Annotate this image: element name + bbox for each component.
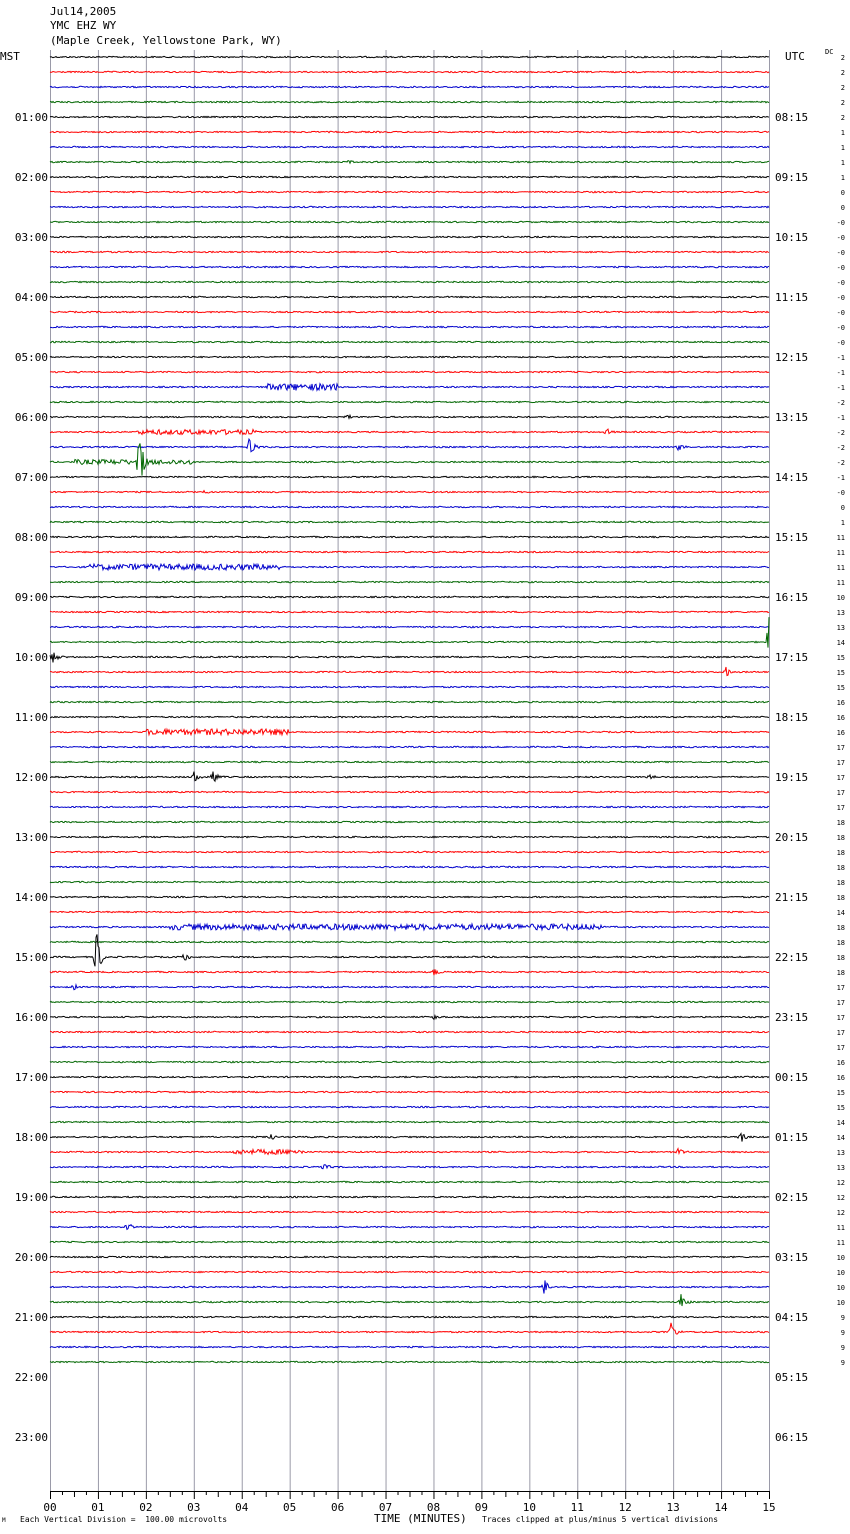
dc-offset-label: -2: [836, 444, 845, 452]
trace-line: [50, 1091, 769, 1092]
left-hour-label: 09:00: [14, 591, 48, 604]
dc-offset-label: 2: [840, 69, 845, 77]
dc-offset-label: 14: [836, 1119, 845, 1127]
trace-line: [50, 866, 769, 867]
right-hour-label: 16:15: [775, 591, 809, 604]
left-hour-label: 12:00: [14, 771, 48, 784]
trace-line: [50, 716, 769, 717]
trace-line: [50, 1181, 769, 1182]
dc-offset-label: 1: [840, 519, 845, 527]
trace-line: [50, 131, 769, 132]
trace-line: [50, 941, 769, 942]
dc-offset-label: 14: [836, 909, 845, 917]
trace-line: [50, 86, 769, 87]
trace-line: [50, 206, 769, 207]
trace-line: [50, 1225, 769, 1230]
dc-offset-label: 18: [836, 924, 845, 932]
trace-line: [50, 101, 769, 102]
trace-line: [50, 1076, 769, 1077]
trace-line: [50, 439, 769, 452]
left-hour-label: 11:00: [14, 711, 48, 724]
dc-offset-label: 15: [836, 1104, 845, 1112]
dc-offset-label: 10: [836, 1269, 845, 1277]
dc-offset-label: 18: [836, 849, 845, 857]
trace-line: [50, 551, 769, 552]
trace-line: [50, 311, 769, 312]
trace-line: [50, 1149, 769, 1155]
x-axis-title: TIME (MINUTES): [374, 1512, 467, 1525]
trace-line: [50, 1211, 769, 1212]
trace-line: [50, 969, 769, 975]
trace-line: [50, 626, 769, 627]
dc-offset-label: 18: [836, 819, 845, 827]
right-hour-label: 01:15: [775, 1131, 809, 1144]
right-hour-label: 18:15: [775, 711, 809, 724]
dc-offset-label: 12: [836, 1179, 845, 1187]
dc-offset-label: 17: [836, 789, 845, 797]
dc-offset-label: 11: [836, 534, 845, 542]
trace-line: [50, 1280, 769, 1293]
x-tick-label: 09: [474, 1501, 489, 1514]
trace-line: [50, 1046, 769, 1047]
x-tick-label: 13: [666, 1501, 680, 1514]
trace-line: [50, 1241, 769, 1242]
trace-line: [50, 429, 769, 434]
left-hour-label: 14:00: [14, 891, 48, 904]
dc-offset-label: 17: [836, 804, 845, 812]
trace-line: [50, 564, 769, 570]
left-hour-label: 20:00: [14, 1251, 48, 1264]
dc-offset-label: 11: [836, 1239, 845, 1247]
dc-offset-label: 0: [840, 204, 845, 212]
trace-line: [50, 1271, 769, 1272]
trace-line: [50, 881, 769, 882]
dc-offset-label: 9: [840, 1314, 845, 1322]
dc-offset-label: -2: [836, 399, 845, 407]
date-label: Jul14,2005: [50, 5, 117, 18]
trace-line: [50, 934, 769, 966]
dc-offset-label: -0: [836, 279, 845, 287]
trace-line: [50, 611, 769, 612]
trace-line: [50, 911, 769, 912]
trace-line: [50, 56, 769, 57]
dc-offset-label: 1: [840, 144, 845, 152]
dc-offset-label: 18: [836, 939, 845, 947]
dc-offset-label: 16: [836, 1074, 845, 1082]
left-hour-label: 05:00: [14, 351, 48, 364]
x-tick-label: 02: [139, 1501, 153, 1514]
trace-line: [50, 729, 769, 735]
trace-line: [50, 401, 769, 402]
dc-offset-label: 16: [836, 699, 845, 707]
trace-line: [50, 1001, 769, 1002]
trace-line: [50, 1134, 769, 1142]
trace-line: [50, 1294, 769, 1306]
trace-line: [50, 476, 769, 477]
dc-offset-label: -1: [836, 384, 845, 392]
left-hour-label: 08:00: [14, 531, 48, 544]
dc-offset-label: 10: [836, 1254, 845, 1262]
dc-offset-label: 1: [840, 174, 845, 182]
dc-offset-label: -1: [836, 474, 845, 482]
dc-offset-label: 17: [836, 1044, 845, 1052]
dc-offset-label: 17: [836, 999, 845, 1007]
trace-line: [50, 896, 769, 897]
dc-offset-label: 0: [840, 504, 845, 512]
trace-line: [50, 415, 769, 418]
left-hour-label: 16:00: [14, 1011, 48, 1024]
right-hour-label: 09:15: [775, 171, 809, 184]
dc-offset-label: 17: [836, 774, 845, 782]
trace-line: [50, 146, 769, 147]
trace-line: [50, 836, 769, 837]
dc-offset-label: 17: [836, 1029, 845, 1037]
trace-line: [50, 985, 769, 990]
x-tick-label: 14: [714, 1501, 728, 1514]
x-tick-label: 04: [235, 1501, 249, 1514]
dc-offset-label: -0: [836, 294, 845, 302]
trace-line: [50, 506, 769, 507]
trace-line: [50, 1323, 769, 1334]
right-hour-label: 14:15: [775, 471, 809, 484]
dc-offset-label: 18: [836, 894, 845, 902]
x-tick-label: 12: [618, 1501, 632, 1514]
dc-offset-label: 15: [836, 669, 845, 677]
trace-line: [50, 71, 769, 72]
right-hour-label: 04:15: [775, 1311, 809, 1324]
dc-offset-label: 17: [836, 744, 845, 752]
right-hour-label: 00:15: [775, 1071, 809, 1084]
right-hour-label: 21:15: [775, 891, 809, 904]
right-hour-label: 22:15: [775, 951, 809, 964]
left-hour-label: 07:00: [14, 471, 48, 484]
right-hour-label: 02:15: [775, 1191, 809, 1204]
dc-offset-label: 17: [836, 984, 845, 992]
trace-line: [50, 221, 769, 222]
dc-offset-label: 17: [836, 1014, 845, 1022]
left-hour-label: 01:00: [14, 111, 48, 124]
dc-offset-label: -0: [836, 264, 845, 272]
dc-offset-label: 10: [836, 1299, 845, 1307]
trace-line: [50, 266, 769, 267]
trace-line: [50, 1316, 769, 1317]
trace-line: [50, 1361, 769, 1362]
left-hour-label: 06:00: [14, 411, 48, 424]
trace-line: [50, 746, 769, 747]
trace-line: [50, 772, 769, 782]
left-hour-label: 18:00: [14, 1131, 48, 1144]
dc-offset-label: 11: [836, 579, 845, 587]
x-tick-label: 11: [570, 1501, 584, 1514]
x-tick-label: 15: [762, 1501, 776, 1514]
dc-offset-label: 1: [840, 129, 845, 137]
x-tick-label: 10: [522, 1501, 536, 1514]
dc-label: DC: [825, 48, 834, 56]
trace-line: [50, 653, 769, 663]
trace-line: [50, 1346, 769, 1347]
left-hour-label: 21:00: [14, 1311, 48, 1324]
left-hour-label: 23:00: [14, 1431, 48, 1444]
dc-offset-label: 2: [840, 84, 845, 92]
trace-line: [50, 521, 769, 522]
trace-line: [50, 1031, 769, 1032]
trace-line: [50, 341, 769, 342]
dc-offset-label: -0: [836, 219, 845, 227]
clip-note: Traces clipped at plus/minus 5 vertical divisions: [482, 1515, 719, 1524]
right-hour-label: 05:15: [775, 1371, 809, 1384]
footer-marker: M: [2, 1517, 6, 1524]
dc-offset-label: 13: [836, 624, 845, 632]
left-hour-label: 04:00: [14, 291, 48, 304]
right-hour-label: 19:15: [775, 771, 809, 784]
right-hour-label: 20:15: [775, 831, 809, 844]
dc-offset-label: 14: [836, 1134, 845, 1142]
dc-offset-label: -1: [836, 369, 845, 377]
trace-line: [50, 161, 769, 164]
trace-line: [50, 761, 769, 762]
dc-offset-label: 16: [836, 714, 845, 722]
dc-offset-label: -0: [836, 249, 845, 257]
dc-offset-label: -0: [836, 324, 845, 332]
dc-offset-label: -0: [836, 489, 845, 497]
dc-offset-label: 18: [836, 969, 845, 977]
dc-offset-label: 10: [836, 1284, 845, 1292]
dc-offset-label: 12: [836, 1209, 845, 1217]
left-hour-label: 19:00: [14, 1191, 48, 1204]
trace-line: [50, 281, 769, 282]
trace-line: [50, 581, 769, 582]
trace-line: [50, 851, 769, 852]
dc-offset-label: 1: [840, 159, 845, 167]
trace-line: [50, 236, 769, 237]
dc-offset-label: 2: [840, 99, 845, 107]
dc-offset-label: 17: [836, 759, 845, 767]
dc-offset-label: 14: [836, 639, 845, 647]
dc-offset-label: 11: [836, 549, 845, 557]
dc-offset-label: 9: [840, 1359, 845, 1367]
trace-line: [50, 491, 769, 493]
dc-offset-label: -2: [836, 429, 845, 437]
trace-line: [50, 596, 769, 597]
trace-line: [50, 116, 769, 117]
left-hour-label: 03:00: [14, 231, 48, 244]
trace-line: [50, 924, 769, 930]
dc-offset-label: 2: [840, 114, 845, 122]
trace-line: [50, 1016, 769, 1020]
trace-line: [50, 686, 769, 687]
trace-line: [50, 1165, 769, 1169]
left-hour-label: 02:00: [14, 171, 48, 184]
x-tick-label: 01: [91, 1501, 105, 1514]
left-timezone-label: MST: [0, 50, 20, 63]
trace-line: [50, 176, 769, 177]
dc-offset-label: 16: [836, 729, 845, 737]
trace-line: [50, 296, 769, 297]
dc-offset-label: 18: [836, 879, 845, 887]
trace-line: [50, 251, 769, 252]
trace-line: [50, 806, 769, 807]
trace-line: [50, 384, 769, 391]
trace-line: [50, 443, 769, 475]
dc-offset-label: 18: [836, 954, 845, 962]
right-hour-label: 08:15: [775, 111, 809, 124]
right-hour-label: 23:15: [775, 1011, 809, 1024]
dc-offset-label: 9: [840, 1344, 845, 1352]
trace-line: [50, 1256, 769, 1257]
x-tick-label: 03: [187, 1501, 201, 1514]
trace-line: [50, 1121, 769, 1122]
dc-offset-label: 2: [840, 54, 845, 62]
dc-offset-label: 16: [836, 1059, 845, 1067]
right-hour-label: 06:15: [775, 1431, 809, 1444]
dc-offset-label: 0: [840, 189, 845, 197]
x-tick-label: 08: [426, 1501, 441, 1514]
trace-line: [50, 1061, 769, 1062]
dc-offset-label: 15: [836, 684, 845, 692]
dc-offset-label: 18: [836, 834, 845, 842]
trace-line: [50, 1196, 769, 1197]
trace-line: [50, 821, 769, 822]
dc-offset-label: 9: [840, 1329, 845, 1337]
trace-line: [50, 667, 769, 676]
dc-offset-label: 13: [836, 1164, 845, 1172]
scale-note: Each Vertical Division = 100.00 microvolts: [20, 1515, 228, 1524]
dc-offset-label: -0: [836, 234, 845, 242]
right-hour-label: 10:15: [775, 231, 809, 244]
trace-line: [50, 371, 769, 372]
dc-offset-label: -2: [836, 459, 845, 467]
left-hour-label: 17:00: [14, 1071, 48, 1084]
right-hour-label: 13:15: [775, 411, 809, 424]
right-hour-label: 12:15: [775, 351, 809, 364]
x-tick-label: 06: [330, 1501, 345, 1514]
dc-offset-label: 11: [836, 1224, 845, 1232]
station-label: YMC EHZ WY: [50, 19, 117, 32]
dc-offset-label: 15: [836, 654, 845, 662]
dc-offset-label: 11: [836, 564, 845, 572]
left-hour-label: 13:00: [14, 831, 48, 844]
dc-offset-label: 13: [836, 609, 845, 617]
trace-line: [50, 617, 769, 648]
x-tick-label: 07: [378, 1501, 393, 1514]
dc-offset-label: 18: [836, 864, 845, 872]
dc-offset-label: 15: [836, 1089, 845, 1097]
x-tick-label: 05: [283, 1501, 297, 1514]
right-hour-label: 03:15: [775, 1251, 809, 1264]
trace-line: [50, 791, 769, 792]
left-hour-label: 10:00: [14, 651, 48, 664]
dc-offset-label: -1: [836, 354, 845, 362]
right-hour-label: 11:15: [775, 291, 809, 304]
x-tick-label: 00: [43, 1501, 57, 1514]
left-hour-label: 22:00: [14, 1371, 48, 1384]
trace-line: [50, 191, 769, 192]
trace-line: [50, 1106, 769, 1107]
dc-offset-label: 12: [836, 1194, 845, 1202]
trace-line: [50, 356, 769, 357]
right-hour-label: 17:15: [775, 651, 809, 664]
location-label: (Maple Creek, Yellowstone Park, WY): [50, 34, 282, 47]
right-hour-label: 15:15: [775, 531, 809, 544]
trace-line: [50, 536, 769, 537]
right-timezone-label: UTC: [785, 50, 805, 63]
dc-offset-label: -0: [836, 339, 845, 347]
dc-offset-label: 13: [836, 1149, 845, 1157]
trace-line: [50, 326, 769, 327]
dc-offset-label: 10: [836, 594, 845, 602]
left-hour-label: 15:00: [14, 951, 48, 964]
dc-offset-label: -0: [836, 309, 845, 317]
trace-line: [50, 701, 769, 702]
dc-offset-label: -1: [836, 414, 845, 422]
